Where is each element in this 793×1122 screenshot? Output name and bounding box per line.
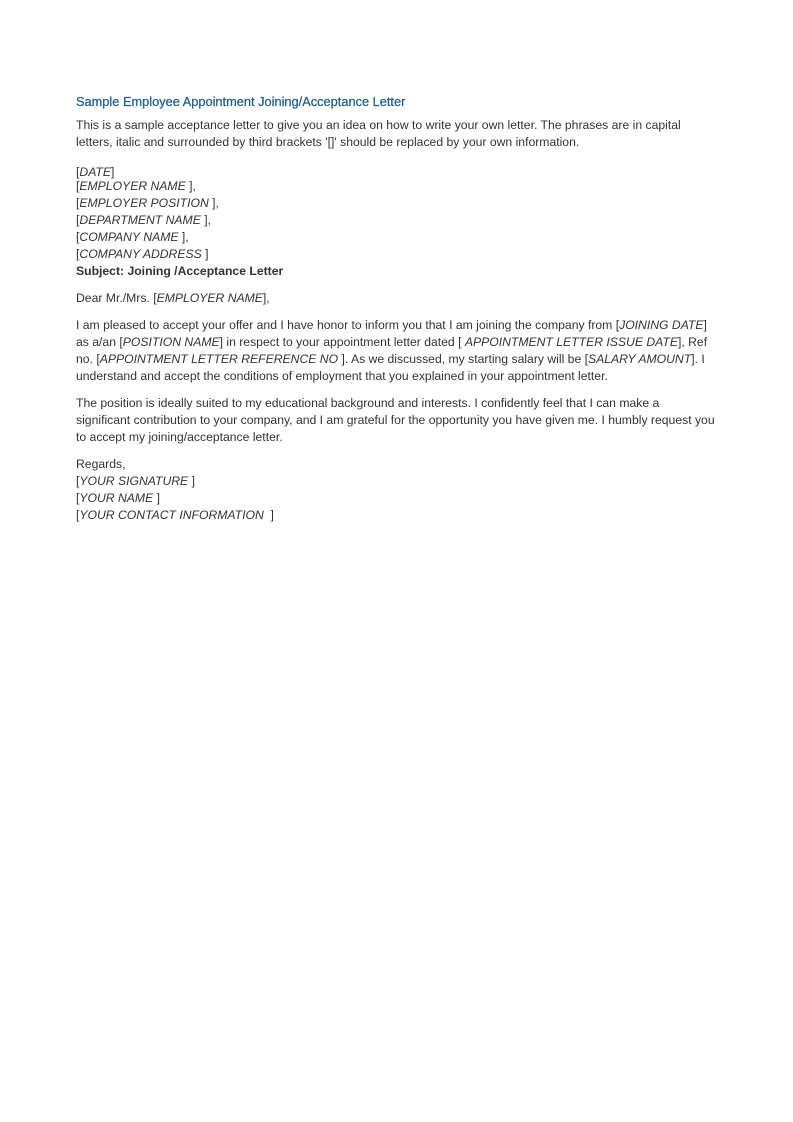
contact-line: [YOUR CONTACT INFORMATION ]	[76, 508, 274, 522]
department-name-placeholder: DEPARTMENT NAME	[79, 213, 201, 227]
signature-line: [YOUR SIGNATURE ]	[76, 474, 195, 488]
joining-date-placeholder: JOINING DATE	[619, 318, 704, 332]
salutation	[76, 290, 716, 307]
p1-text-5: ]. As we discussed, my starting salary will be [	[338, 352, 589, 366]
company-name-line: [COMPANY NAME ],	[76, 230, 189, 244]
intro-paragraph: This is a sample acceptance letter to give you an idea on how to write your own letter. The phrases are in capital letters, italic and surrounded by third brackets '[]' should be replaced by your own information.	[76, 118, 681, 149]
p1-text-4: ], Ref no. [	[76, 335, 708, 366]
salary-amount-placeholder: SALARY AMOUNT	[588, 352, 692, 366]
date-line: [DATE]	[76, 165, 115, 179]
employer-name-line: [EMPLOYER NAME ],	[76, 179, 196, 193]
employer-name-placeholder: EMPLOYER NAME	[79, 179, 186, 193]
salutation-employer-placeholder: EMPLOYER NAME	[156, 291, 263, 305]
salutation-suffix: ],	[262, 291, 270, 305]
salutation-prefix: Dear Mr./Mrs. [	[76, 291, 157, 305]
position-name-placeholder: POSITION NAME	[122, 335, 220, 349]
your-name-line: [YOUR NAME ]	[76, 491, 160, 505]
body-paragraph-1	[76, 317, 716, 385]
p1-text-3: ] in respect to your appointment letter dated [	[219, 335, 465, 349]
date-placeholder: DATE	[79, 165, 111, 179]
company-address-placeholder: COMPANY ADDRESS	[79, 247, 202, 261]
employer-position-line: [EMPLOYER POSITION ],	[76, 196, 219, 210]
reference-no-placeholder: APPOINTMENT LETTER REFERENCE NO	[99, 352, 339, 366]
body-paragraph-2: The position is ideally suited to my educational background and interests. I confidently feel that I can make a significant contribution to your company, and I am grateful for the opportunity you have given me. I humbly request you to accept my joining/acceptance letter.	[76, 396, 715, 444]
department-name-line: [DEPARTMENT NAME ],	[76, 213, 211, 227]
subject-line: Subject: Joining /Acceptance Letter	[76, 264, 284, 278]
company-address-line: [COMPANY ADDRESS ]	[76, 247, 209, 261]
your-name-placeholder: YOUR NAME	[79, 491, 154, 505]
recipient-address-block	[76, 166, 716, 280]
contact-placeholder: YOUR CONTACT INFORMATION	[79, 508, 264, 522]
p1-text-6: ]. I understand and accept the conditions of employment that you explained in your appointment letter.	[76, 352, 705, 383]
closing-block	[76, 456, 716, 524]
issue-date-placeholder: APPOINTMENT LETTER ISSUE DATE	[464, 335, 678, 349]
p1-text-2: ] as a/an [	[76, 318, 707, 349]
letter-page	[76, 93, 716, 524]
regards-line: Regards,	[76, 457, 126, 471]
document-title: Sample Employee Appointment Joining/Acceptance Letter	[76, 94, 406, 109]
employer-position-placeholder: EMPLOYER POSITION	[79, 196, 209, 210]
company-name-placeholder: COMPANY NAME	[79, 230, 179, 244]
signature-placeholder: YOUR SIGNATURE	[79, 474, 189, 488]
p1-text-1: I am pleased to accept your offer and I have honor to inform you that I am joining the company from [	[76, 318, 620, 332]
